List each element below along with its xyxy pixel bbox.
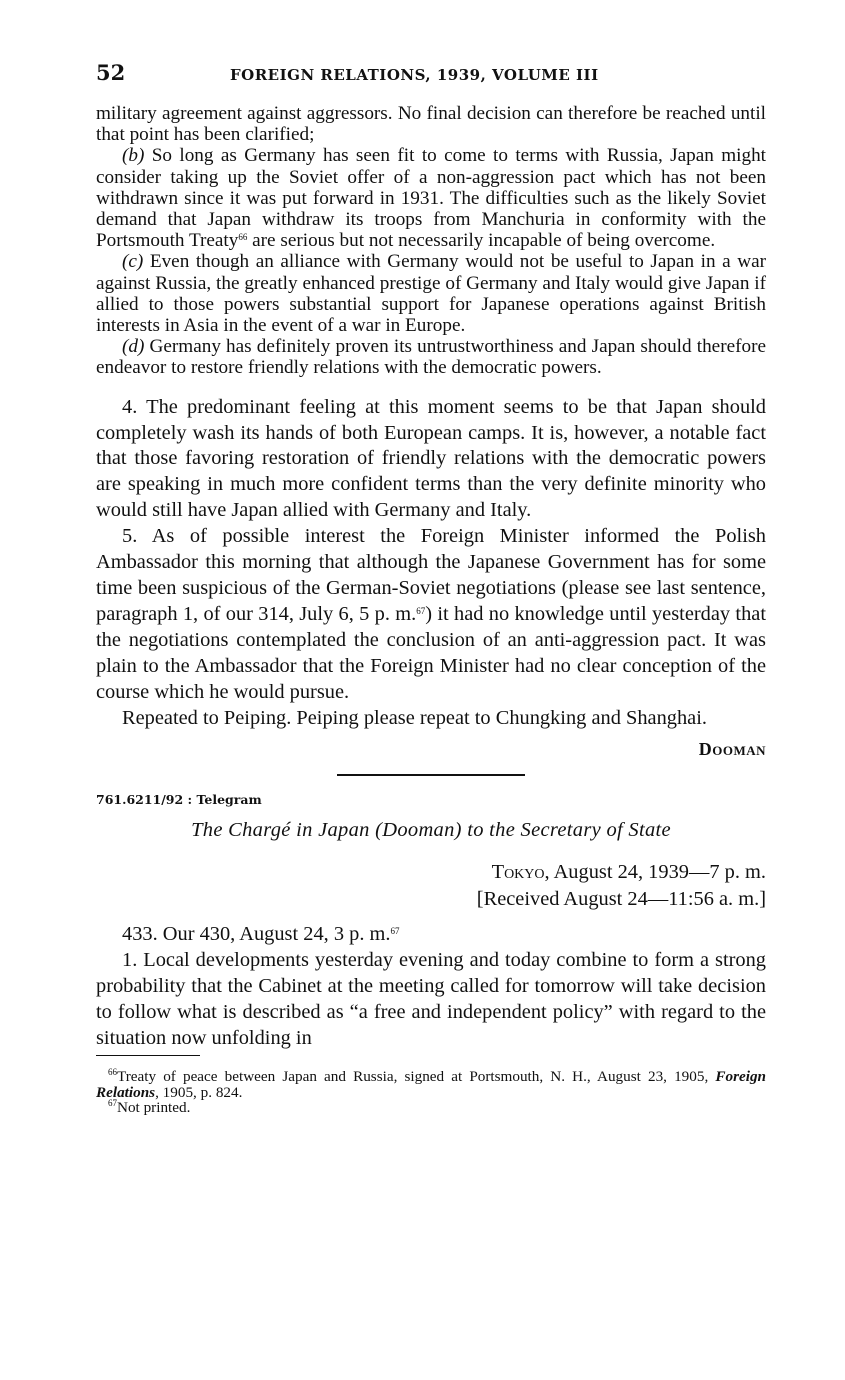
running-head: FOREIGN RELATIONS, 1939, VOLUME III — [230, 66, 599, 84]
footnote-67: $^{67}$Not printed. — [108, 1098, 191, 1117]
file-reference: 761.6211/92 : Telegram — [96, 792, 262, 808]
repeated-paragraph: Repeated to Peiping. Peiping please repeat to Chungking and Shanghai. — [122, 706, 707, 729]
page-number: 52 — [96, 60, 126, 85]
continuation-section — [96, 103, 766, 379]
item-c-paragraph: (c) Even though an alliance with Germany would not be useful to Japan in a war against Russia, the greatly enhanced prestige of Germany and Italy would give Japan if allied to those powers substantial support for Japanese operations against British interests in Asia in the event of a war in Europe. — [96, 251, 766, 337]
footnote-ref-67: 67 — [416, 605, 426, 616]
title-name: Dooman — [382, 819, 455, 842]
item-c-label: (c) — [122, 251, 144, 273]
footnote-ref-66: 66 — [238, 232, 248, 243]
continuation-paragraph: military agreement against aggressors. No final decision can therefore be reached until that point has been clarified; — [96, 103, 766, 146]
dateline — [96, 859, 766, 913]
paragraph-5: 5. As of possible interest the Foreign Minister informed the Polish Ambassador this morning that although the Japanese Government has for some time been suspicious of the German-Soviet negotiations (please see last sentence, paragraph 1, of our 314, July 6, 5 p. m.$^{67}$) it had no knowledge until yesterday that the negotiations contemplated the conclusion of an anti-aggression pact. It was plain to the Ambassador that the Foreign Minister had no clear conception of the course which he would pursue. — [96, 525, 767, 703]
footnotes — [96, 1069, 766, 1116]
section-divider — [337, 774, 525, 776]
paragraph-4: 4. The predominant feeling at this moment seems to be that Japan should completely wash its hands of both European camps. It is, however, a notable fact that those favoring restoration of friendly relations with the democratic powers are speaking in much more confident terms than the very definite minority who would still have Japan allied with Germany and Italy. — [96, 395, 766, 522]
telegram-body — [96, 921, 766, 1051]
page-header — [96, 60, 766, 92]
item-b-paragraph: (b) So long as Germany has seen fit to come to terms with Russia, Japan might consider taking up the Soviet offer of a non-aggression pact which has not been withdrawn since it was put forward in 1931. The difficulties such as the likely Soviet demand that Japan withdraw its troops from Manchuria in conformity with the Portsmouth Treaty$^{66}$ are serious but not necessarily incapable of being overcome. — [96, 145, 766, 252]
item-d-label: (d) — [122, 336, 145, 358]
received-line: [Received August 24—11:56 a. m.] — [476, 888, 766, 911]
document-title: The Chargé in Japan (Dooman) to the Secretary of State — [191, 819, 671, 842]
telegram-paragraph-1: 1. Local developments yesterday evening and today combine to form a strong probability that the Cabinet at the meeting called for tomorrow will take decision to follow what is described as “a free and independent policy” with regard to the situation now unfolding in — [96, 949, 766, 1050]
footnote-divider — [96, 1055, 200, 1056]
item-d-paragraph: (d) Germany has definitely proven its untrustworthiness and Japan should therefore endeavor to restore friendly relations with the democratic powers. — [96, 336, 766, 379]
item-b-label: (b) — [122, 145, 145, 167]
footnote-ref-67b: 67 — [390, 926, 400, 937]
city: Tokyo — [491, 861, 545, 884]
document-page — [96, 60, 766, 1116]
body-section — [96, 395, 766, 761]
date-line: Tokyo, August 24, 1939—7 p. m. — [491, 861, 766, 884]
signature: Dooman — [698, 739, 766, 760]
reference-line: 433. Our 430, August 24, 3 p. m.$^{67}$ — [122, 923, 400, 946]
footnote-66: $^{66}$Treaty of peace between Japan and Russia, signed at Portsmouth, N. H., August 23, 1905, Foreign Relations, 1905, p. 824. — [96, 1067, 766, 1101]
